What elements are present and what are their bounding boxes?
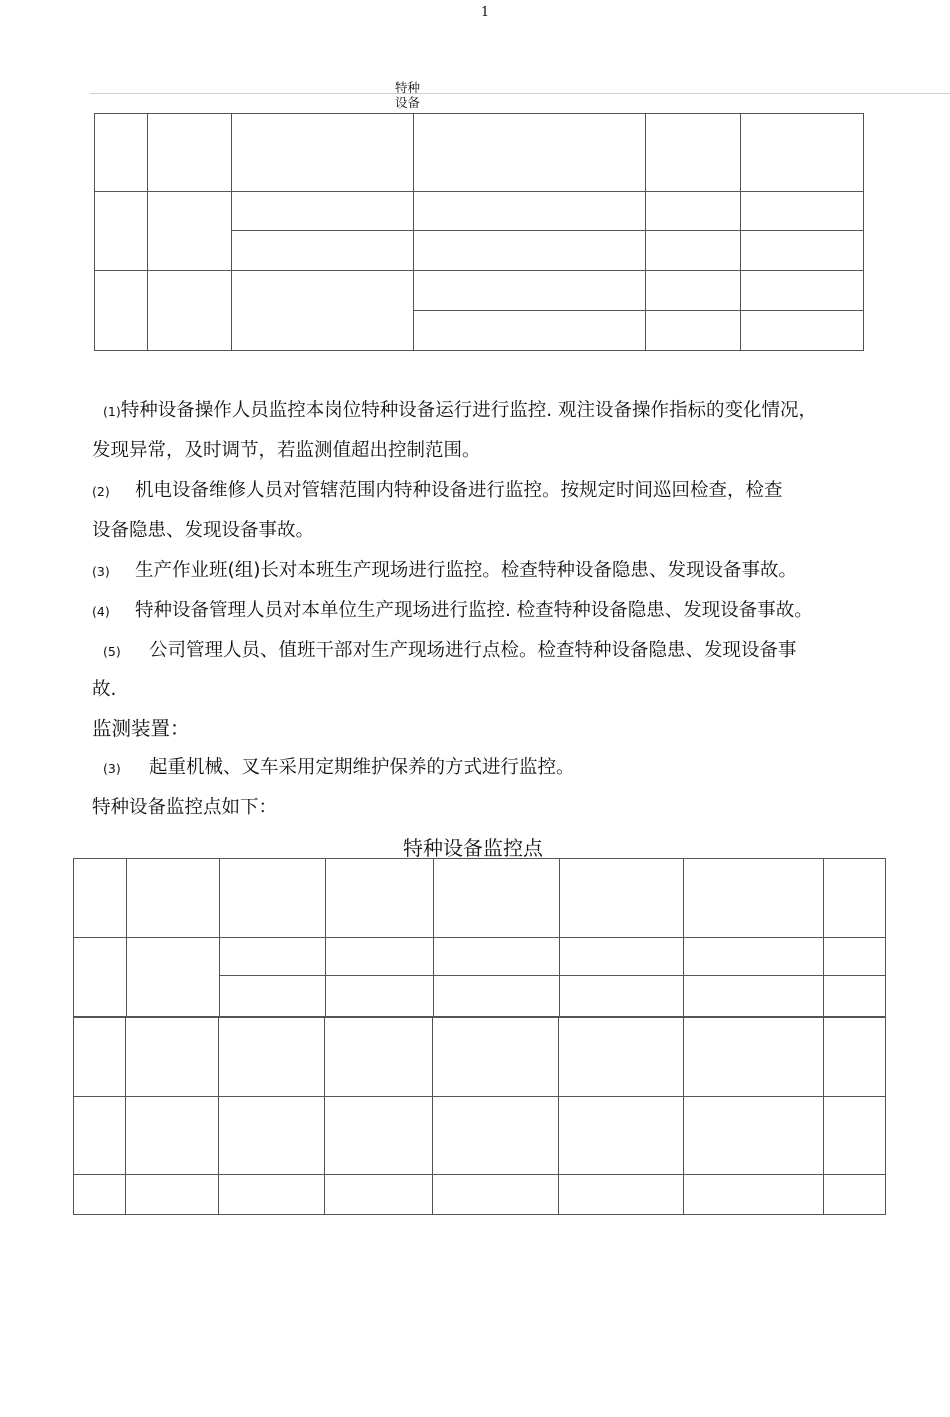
table-cell [646,271,741,311]
table-cell [74,1097,126,1175]
table-row [74,1175,886,1215]
table-cell [220,859,326,938]
table-row [95,114,864,192]
table-cell [684,859,824,938]
paragraph-1-line-2: 发现异常，及时调节，若监测值超出控制范围。 [92,440,481,461]
table-cell [433,1175,559,1215]
table-cell [95,114,148,192]
table-cell [219,1018,325,1097]
table-cell [414,192,646,231]
table-cell [646,231,741,271]
table-cell [232,231,414,271]
table-cell [646,311,741,351]
table-title: 特种设备监控点 [403,836,543,860]
table-cell [95,192,148,271]
table-cell [126,1018,219,1097]
table-cell [646,114,741,192]
table-cell [325,1097,433,1175]
table-cell [219,1175,325,1215]
table-cell [741,311,864,351]
table-cell [741,192,864,231]
table-cell [325,1175,433,1215]
table-cell [220,976,326,1017]
item-number: (2) [92,483,110,499]
table-cell [684,1175,824,1215]
table-cell [741,271,864,311]
paragraph-4 [92,596,813,622]
header-label-line-2: 设备 [394,95,420,110]
table-cell [414,271,646,311]
table-row [74,1018,886,1097]
table-row [74,859,886,938]
table-cell [824,1175,886,1215]
table-cell [148,114,232,192]
table-cell [414,311,646,351]
table-cell [232,271,414,351]
table-cell [560,859,684,938]
item-number: (4) [92,603,110,619]
table-cell [433,1097,559,1175]
page-number: 1 [480,5,490,20]
table-cell [560,976,684,1017]
table-cell [326,859,434,938]
paragraph-text: 生产作业班(组)长对本班生产现场进行监控。检查特种设备隐患、发现设备事故。 [135,560,797,581]
header-label [380,80,435,110]
table-cell [148,271,232,351]
table-cell [74,1018,126,1097]
table-row [95,192,864,231]
table-cell [95,271,148,351]
table-cell [74,859,127,938]
header-label-line-1: 特种 [394,80,420,95]
table-cell [741,114,864,192]
monitoring-heading: 监测装置： [92,717,190,740]
paragraph-text: 起重机械、叉车采用定期维护保养的方式进行监控。 [149,757,575,778]
table-cell [414,114,646,192]
table-cell [824,859,886,938]
table-cell [560,938,684,976]
table-cell [148,192,232,271]
table-cell [219,1097,325,1175]
item-number: (3) [92,563,110,579]
paragraph-5-line-1 [103,636,797,662]
table-cell [326,938,434,976]
monitoring-item [103,753,575,779]
table-cell [559,1175,684,1215]
table-cell [325,1018,433,1097]
table-cell [824,1018,886,1097]
item-number: (5) [103,643,121,659]
paragraph-5-line-2: 故. [92,679,117,700]
table-cell [232,192,414,231]
table-cell [74,938,127,1017]
paragraph-text: 机电设备维修人员对管辖范围内特种设备进行监控。按规定时间巡回检查，检查 [135,480,783,501]
table-cell [684,1018,824,1097]
item-number: (3) [103,760,121,776]
table-cell [741,231,864,271]
table-cell [220,938,326,976]
table-cell [559,1018,684,1097]
paragraph-2-line-2: 设备隐患、发现设备事故。 [92,520,315,541]
table-cell [824,938,886,976]
table-row [74,938,886,976]
table-cell [684,1097,824,1175]
table-cell [434,859,560,938]
table-cell [126,1175,219,1215]
monitoring-points-table [73,858,886,1017]
upper-table [94,113,864,351]
table-row [95,271,864,311]
paragraph-text: 公司管理人员、值班干部对生产现场进行点检。检查特种设备隐患、发现设备事 [149,640,797,661]
table-cell [559,1097,684,1175]
table-cell [824,976,886,1017]
table-cell [684,938,824,976]
paragraph-2-line-1 [92,476,783,502]
table-cell [434,976,560,1017]
intro-line: 特种设备监控点如下： [92,797,278,818]
table-cell [646,192,741,231]
table-cell [684,976,824,1017]
table-cell [824,1097,886,1175]
table-cell [74,1175,126,1215]
header-rule [90,93,950,94]
paragraph-text: 特种设备操作人员监控本岗位特种设备运行进行监控. 观注设备操作指标的变化情况， [120,400,817,421]
table-cell [433,1018,559,1097]
item-number: (1) [103,403,121,419]
paragraph-text: 特种设备管理人员对本单位生产现场进行监控. 检查特种设备隐患、发现设备事故。 [135,600,813,621]
table-cell [326,976,434,1017]
table-row [74,1097,886,1175]
table-cell [126,1097,219,1175]
paragraph-1-line-1 [103,396,817,422]
table-cell [127,859,220,938]
table-cell [232,114,414,192]
paragraph-3 [92,556,797,582]
table-cell [414,231,646,271]
monitoring-points-table-continued [73,1017,886,1215]
table-cell [127,938,220,1017]
table-cell [434,938,560,976]
